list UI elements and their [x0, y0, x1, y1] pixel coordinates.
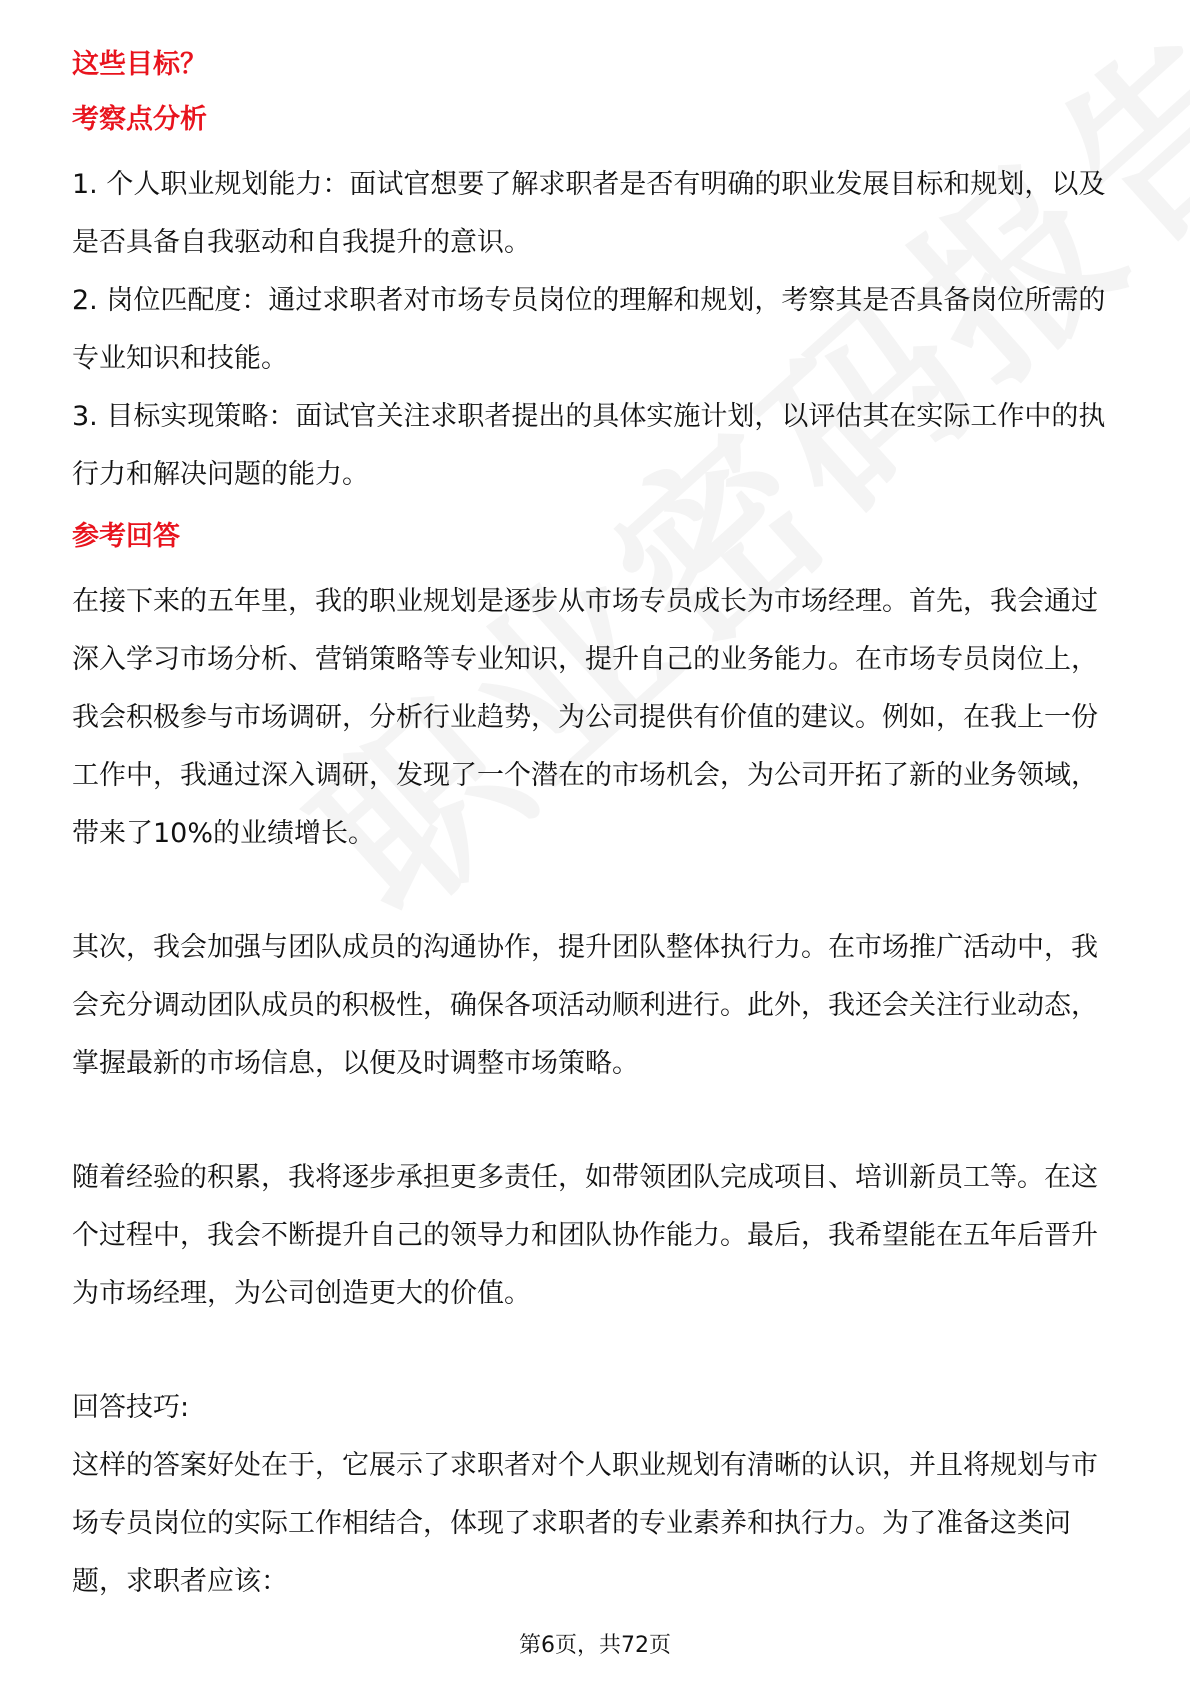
question-title-tail: 这些目标？ — [72, 49, 207, 80]
page-content — [72, 46, 1122, 1611]
answer-paragraph: 其次，我会加强与团队成员的沟通协作，提升团队整体执行力。在市场推广活动中，我会充分调动团队成员的积极性，确保各项活动顺利进行。此外，我还会关注行业动态，掌握最新的市场信息，以便及时调整市场策略。 — [72, 932, 1098, 1079]
tips-label: 回答技巧: — [72, 1392, 190, 1423]
analysis-heading: 考察点分析 — [72, 104, 207, 135]
reference-answer-heading: 参考回答 — [72, 521, 180, 552]
analysis-item: 3. 目标实现策略：面试官关注求职者提出的具体实施计划，以评估其在实际工作中的执行力和解决问题的能力。 — [72, 401, 1106, 490]
answer-paragraph: 在接下来的五年里，我的职业规划是逐步从市场专员成长为市场经理。首先，我会通过深入学习市场分析、营销策略等专业知识，提升自己的业务能力。在市场专员岗位上，我会积极参与市场调研，分析行业趋势，为公司提供有价值的建议。例如，在我上一份工作中，我通过深入调研，发现了一个潜在的市场机会，为公司开拓了新的业务领域，带来了10%的业绩增长。 — [72, 586, 1098, 849]
tips-paragraph: 这样的答案好处在于，它展示了求职者对个人职业规划有清晰的认识，并且将规划与市场专员岗位的实际工作相结合，体现了求职者的专业素养和执行力。为了准备这类问题，求职者应该： — [72, 1450, 1098, 1597]
analysis-item: 1. 个人职业规划能力：面试官想要了解求职者是否有明确的职业发展目标和规划，以及是否具备自我驱动和自我提升的意识。 — [72, 169, 1106, 258]
analysis-item: 2. 岗位匹配度：通过求职者对市场专员岗位的理解和规划，考察其是否具备岗位所需的专业知识和技能。 — [72, 285, 1106, 374]
page-number: 第6页，共72页 — [519, 1633, 671, 1658]
answer-paragraph: 随着经验的积累，我将逐步承担更多责任，如带领团队完成项目、培训新员工等。在这个过程中，我会不断提升自己的领导力和团队协作能力。最后，我希望能在五年后晋升为市场经理，为公司创造更大的价值。 — [72, 1162, 1098, 1309]
